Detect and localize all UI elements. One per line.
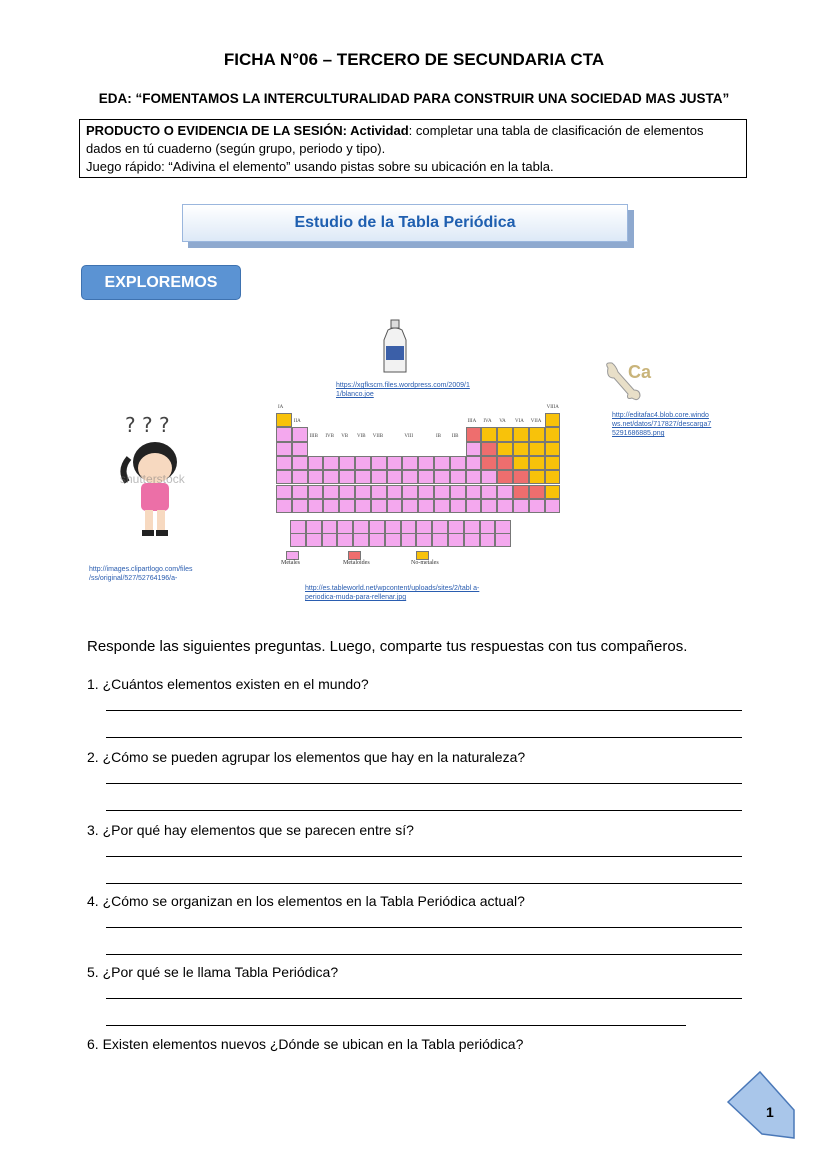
element-cell: [276, 470, 292, 484]
calcium-image-link[interactable]: http://editafac4.blob.core.windo ws.net/datos/717827/descarga7 5291686885.png: [612, 412, 712, 437]
element-cell: [371, 470, 387, 484]
element-cell: [276, 427, 292, 441]
element-cell: [371, 499, 387, 513]
eda-subtitle: EDA: “FOMENTAMOS LA INTERCULTURALIDAD PARA CONSTRUIR UNA SOCIEDAD MAS JUSTA”: [98, 91, 730, 106]
element-cell: [402, 499, 418, 513]
calcium-symbol: Ca: [628, 362, 652, 382]
element-cell: [481, 470, 497, 484]
element-cell: [418, 499, 434, 513]
element-cell: [497, 485, 513, 499]
element-cell: [481, 442, 497, 456]
svg-text:? ? ?: ? ? ?: [125, 413, 170, 437]
element-cell: [387, 485, 403, 499]
element-cell: [353, 533, 369, 547]
group-header: IVA: [483, 419, 492, 425]
answer-line[interactable]: [106, 856, 742, 857]
group-header: IIA: [293, 419, 301, 425]
element-cell: [292, 470, 308, 484]
answer-line[interactable]: [106, 810, 742, 811]
element-cell: [513, 499, 529, 513]
element-cell: [290, 533, 306, 547]
element-cell: [481, 427, 497, 441]
answer-line[interactable]: [106, 737, 742, 738]
element-cell: [497, 499, 513, 513]
element-cell: [355, 499, 371, 513]
element-cell: [513, 442, 529, 456]
element-cell: [308, 456, 324, 470]
girl-image-link[interactable]: http://images.clipartlogo.com/files /ss/original/527/52764196/a-: [89, 566, 193, 582]
answer-line[interactable]: [106, 710, 742, 711]
answer-line[interactable]: [106, 883, 742, 884]
element-cell: [464, 533, 480, 547]
element-cell: [276, 413, 292, 427]
group-header: VIIA: [530, 419, 542, 425]
element-cell: [497, 427, 513, 441]
element-cell: [529, 470, 545, 484]
element-cell: [513, 470, 529, 484]
element-cell: [529, 485, 545, 499]
question-6: 6. Existen elementos nuevos ¿Dónde se ubican en la Tabla periódica?: [87, 1036, 524, 1052]
element-cell: [323, 456, 339, 470]
answer-line[interactable]: [106, 1025, 686, 1026]
element-cell: [322, 533, 338, 547]
group-header: IA: [278, 405, 284, 410]
instructions: Responde las siguientes preguntas. Luego, comparte tus respuestas con tus compañeros.: [87, 638, 688, 655]
question-3: 3. ¿Por qué hay elementos que se parecen entre sí?: [87, 822, 414, 838]
question-5: 5. ¿Por qué se le llama Tabla Periódica?: [87, 964, 339, 980]
legend-swatch: [286, 551, 299, 560]
element-cell: [401, 533, 417, 547]
element-cell: [355, 470, 371, 484]
element-cell: [323, 470, 339, 484]
element-cell: [387, 499, 403, 513]
section-banner: Estudio de la Tabla Periódica: [182, 204, 628, 242]
element-cell: [371, 485, 387, 499]
legend-label: Metaloides: [343, 560, 370, 566]
element-cell: [323, 499, 339, 513]
element-cell: [355, 485, 371, 499]
answer-line[interactable]: [106, 998, 742, 999]
element-cell: [434, 470, 450, 484]
element-cell: [466, 427, 482, 441]
element-cell: [402, 456, 418, 470]
element-cell: [308, 485, 324, 499]
element-cell: [339, 456, 355, 470]
element-cell: [434, 485, 450, 499]
element-cell: [306, 533, 322, 547]
element-cell: [292, 456, 308, 470]
legend-swatch: [416, 551, 429, 560]
element-cell: [497, 442, 513, 456]
product-text: : completar una tabla de clasificación de elementos dados en tú cuaderno (según grupo, periodo y tipo).: [86, 123, 704, 156]
worksheet-title: FICHA N°06 – TERCERO DE SECUNDARIA CTA: [223, 50, 605, 69]
element-cell: [371, 456, 387, 470]
element-cell: [545, 442, 561, 456]
element-cell: [369, 533, 385, 547]
answer-line[interactable]: [106, 954, 742, 955]
question-1: 1. ¿Cuántos elementos existen en el mundo?: [87, 676, 369, 692]
element-cell: [276, 456, 292, 470]
explore-heading: EXPLOREMOS: [81, 265, 241, 300]
element-cell: [481, 456, 497, 470]
element-cell: [387, 456, 403, 470]
element-cell: [385, 533, 401, 547]
element-cell: [418, 470, 434, 484]
element-cell: [480, 533, 496, 547]
element-cell: [418, 456, 434, 470]
element-cell: [337, 533, 353, 547]
element-cell: [513, 485, 529, 499]
group-header: VIA: [515, 419, 524, 425]
legend-label: No-metales: [411, 560, 439, 566]
element-cell: [450, 470, 466, 484]
element-cell: [466, 485, 482, 499]
page-number-badge: [724, 1070, 799, 1142]
element-cell: [292, 442, 308, 456]
element-cell: [276, 499, 292, 513]
element-cell: [339, 470, 355, 484]
bleach-image-link[interactable]: https://xgfkscm.files.wordpress.com/2009/1 1/blanco.joe: [336, 382, 470, 398]
element-cell: [339, 499, 355, 513]
element-cell: [545, 485, 561, 499]
element-cell: [529, 456, 545, 470]
element-cell: [355, 456, 371, 470]
product-label: PRODUCTO O EVIDENCIA DE LA SESIÓN: Actividad: [86, 123, 409, 138]
element-cell: [402, 485, 418, 499]
bleach-bottle-icon: [380, 318, 410, 376]
element-cell: [387, 470, 403, 484]
page-number: 1: [766, 1104, 774, 1120]
element-cell: [448, 533, 464, 547]
legend-swatch: [348, 551, 361, 560]
answer-line[interactable]: [106, 927, 742, 928]
element-cell: [276, 485, 292, 499]
element-cell: [513, 427, 529, 441]
element-cell: [432, 533, 448, 547]
element-cell: [434, 456, 450, 470]
group-header: VA: [499, 419, 506, 425]
element-cell: [450, 499, 466, 513]
group-header: VIIIA: [546, 405, 559, 410]
element-cell: [308, 470, 324, 484]
element-cell: [292, 485, 308, 499]
element-cell: [434, 499, 450, 513]
element-cell: [466, 499, 482, 513]
game-text: Juego rápido: “Adivina el elemento” usando pistas sobre su ubicación en la tabla.: [86, 159, 554, 174]
element-cell: [529, 442, 545, 456]
element-cell: [466, 442, 482, 456]
group-header: VB: [341, 433, 349, 439]
product-box: [79, 119, 747, 178]
element-cell: [418, 485, 434, 499]
element-cell: [402, 470, 418, 484]
element-cell: [529, 427, 545, 441]
legend-label: Metales: [281, 560, 300, 566]
element-cell: [466, 456, 482, 470]
element-cell: [276, 442, 292, 456]
element-cell: [545, 456, 561, 470]
element-cell: [545, 470, 561, 484]
element-cell: [481, 485, 497, 499]
element-cell: [545, 427, 561, 441]
group-header: IVB: [325, 433, 335, 439]
answer-line[interactable]: [106, 783, 742, 784]
table-image-link[interactable]: http://es.tableworld.net/wpcontent/uploads/sites/2/tabl a-periodica-muda-para-rellenar.jpg: [305, 585, 480, 601]
element-cell: [497, 470, 513, 484]
group-header: IIIA: [467, 419, 477, 425]
group-header: VIIB: [372, 433, 384, 439]
group-header: IIB: [451, 433, 459, 439]
periodic-table: [276, 400, 566, 570]
watermark: shutterstock: [120, 472, 185, 486]
element-cell: [481, 499, 497, 513]
group-header: IB: [436, 433, 441, 439]
element-cell: [495, 533, 511, 547]
element-cell: [513, 456, 529, 470]
element-cell: [545, 499, 561, 513]
element-cell: [545, 413, 561, 427]
question-2: 2. ¿Cómo se pueden agrupar los elementos que hay en la naturaleza?: [87, 749, 526, 765]
question-4: 4. ¿Cómo se organizan en los elementos en la Tabla Periódica actual?: [87, 893, 525, 909]
group-header: VIII: [404, 433, 413, 439]
element-cell: [497, 456, 513, 470]
element-cell: [466, 470, 482, 484]
element-cell: [450, 485, 466, 499]
element-cell: [529, 499, 545, 513]
group-header: IIIB: [309, 433, 318, 439]
element-cell: [323, 485, 339, 499]
element-cell: [450, 456, 466, 470]
element-cell: [308, 499, 324, 513]
element-cell: [416, 533, 432, 547]
element-cell: [292, 427, 308, 441]
group-header: VIB: [357, 433, 366, 439]
element-cell: [292, 499, 308, 513]
element-cell: [339, 485, 355, 499]
